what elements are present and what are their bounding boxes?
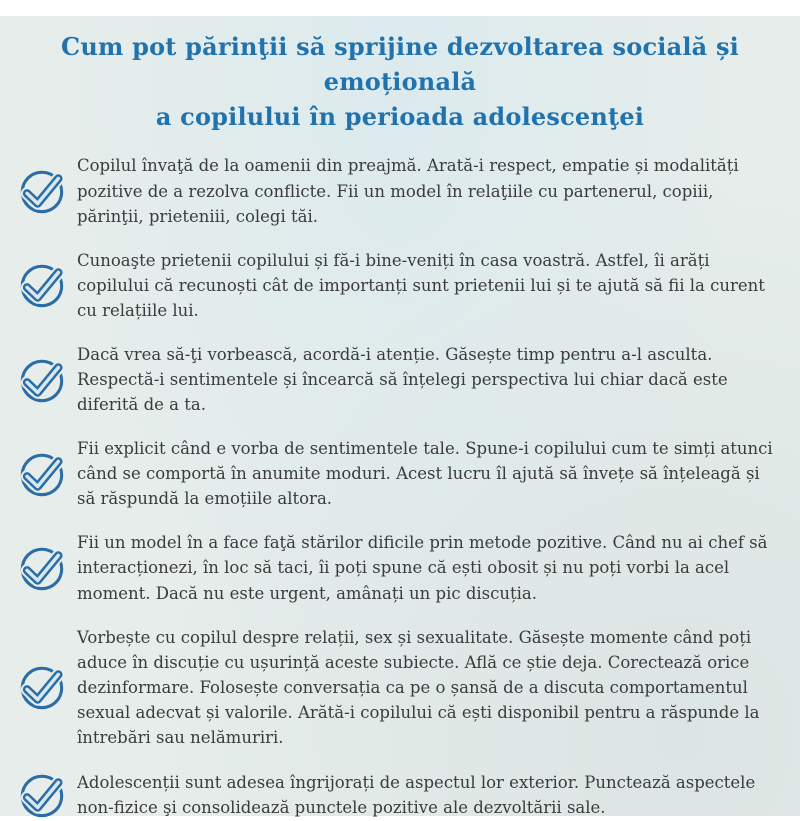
check-circle-icon	[16, 259, 66, 311]
page-title-line2: a copilului în perioada adolescenţei	[155, 101, 645, 131]
check-circle-icon	[16, 354, 66, 406]
infographic-poster	[0, 16, 800, 816]
checklist-item-text: Dacă vrea să-ţi vorbească, acordă-i atenție. Găsește timp pentru a-l asculta. Respectă-i sentimentele și încearcă să înțelegi perspectiva lui chiar dacă este diferită de a ta.	[77, 344, 728, 415]
checklist-item-text: Fii un model în a face faţă stărilor dificile prin metode pozitive. Când nu ai chef să interacționezi, în loc să taci, îi poți spune că ești obosit și nu poți vorbi la acel moment. Dacă nu este urgent, amânați un pic discuția.	[77, 533, 768, 603]
checklist-item-text: Fii explicit când e vorba de sentimentele tale. Spune-i copilului cum te simți atunci când se comportă în anumite moduri. Acest lucru îl ajută să învețe să înțeleagă și să răspundă la emoțiile altora.	[77, 439, 773, 509]
page-title-line1: Cum pot părinţii să sprijine dezvoltarea socială și emoțională	[61, 32, 739, 96]
check-circle-icon	[16, 448, 66, 500]
page-title	[0, 16, 800, 134]
checklist-item	[0, 769, 800, 821]
checklist-item-text: Adolescenții sunt adesea îngrijorați de aspectul lor exterior. Punctează aspectele non-fizice şi consolidează punctele pozitive ale dezvoltării sale.	[77, 772, 756, 818]
checklist-item	[0, 248, 800, 323]
check-circle-icon	[16, 769, 66, 821]
checklist-item-text: Copilul învaţă de la oamenii din preajmă. Arată-i respect, empatie și modalități pozitive de a rezolva conflicte. Fii un model în relaţiile cu partenerul, copiii, părinţii, prieteniii, colegi tăi.	[77, 156, 739, 226]
check-circle-icon	[16, 165, 66, 217]
check-circle-icon	[16, 661, 66, 713]
checklist-item	[0, 625, 800, 750]
checklist-item	[0, 153, 800, 228]
checklist-item	[0, 342, 800, 417]
checklist	[0, 153, 800, 821]
checklist-item	[0, 530, 800, 605]
check-circle-icon	[16, 542, 66, 594]
checklist-item	[0, 436, 800, 511]
checklist-item-text: Cunoaşte prietenii copilului și fă-i bine-veniți în casa voastră. Astfel, îi arăți copilului că recunoști cât de importanți sunt prietenii lui și te ajută să fii la curent cu relațiile lui.	[77, 250, 765, 320]
checklist-item-text: Vorbește cu copilul despre relații, sex și sexualitate. Găsește momente când poți aduce în discuție cu ușurință aceste subiecte. Află ce știe deja. Corectează orice dezinformare. Folosește conversația ca pe o șansă de a discuta comportamentul sexual adecvat și valorile. Arătă-i copilului că ești disponibil pentru a răspunde la întrebări sau nelămuriri.	[77, 627, 760, 747]
